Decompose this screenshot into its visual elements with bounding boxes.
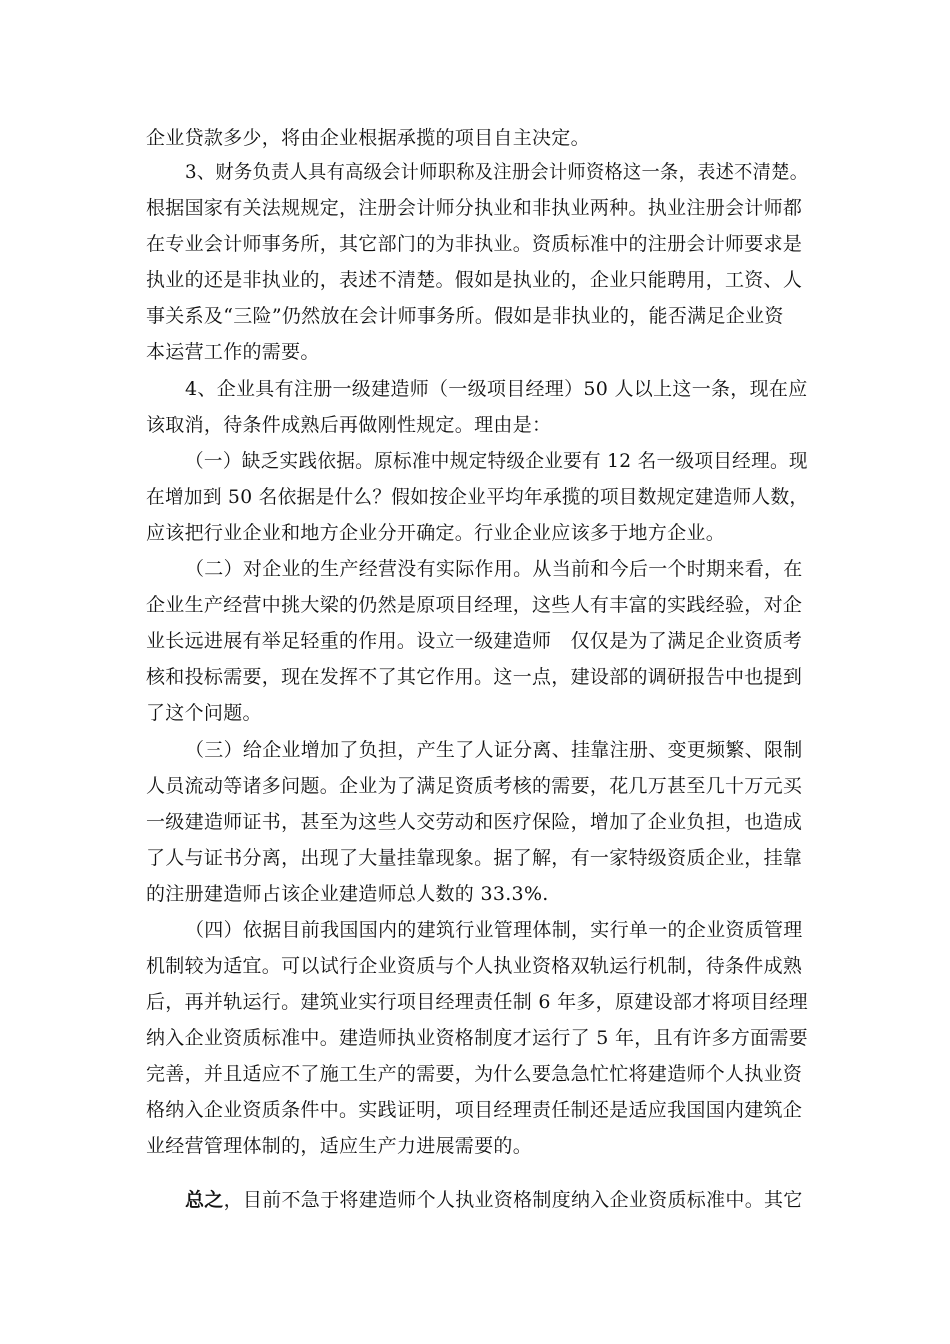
text-line: 了人与证书分离，出现了大量挂靠现象。据了解，有一家特级资质企业，挂靠: [146, 847, 803, 869]
conclusion-line: [185, 1188, 803, 1212]
text-line: 事关系及“三险”仍然放在会计师事务所。假如是非执业的，能否满足企业资: [146, 305, 784, 327]
text-line: （一）缺乏实践依据。原标准中规定特级企业要有 12 名一级项目经理。现: [185, 450, 808, 472]
text-line: 格纳入企业资质条件中。实践证明，项目经理责任制还是适应我国国内建筑企: [146, 1099, 803, 1121]
text-line: 该取消，待条件成熟后再做刚性规定。理由是：: [146, 414, 552, 436]
text-line: 应该把行业企业和地方企业分开确定。行业企业应该多于地方企业。: [146, 522, 726, 544]
text-line: （二）对企业的生产经营没有实际作用。从当前和今后一个时期来看，在: [185, 558, 803, 580]
text-line: 一级建造师证书，甚至为这些人交劳动和医疗保险，增加了企业负担，也造成: [146, 811, 803, 833]
text-line: 核和投标需要，现在发挥不了其它作用。这一点，建设部的调研报告中也提到: [146, 666, 803, 688]
conclusion-text: ，目前不急于将建造师个人执业资格制度纳入企业资质标准中。其它: [223, 1189, 803, 1211]
text-line: 机制较为适宜。可以试行企业资质与个人执业资格双轨运行机制，待条件成熟: [146, 955, 803, 977]
text-line: 企业贷款多少，将由企业根据承揽的项目自主决定。: [146, 127, 590, 149]
text-line: 根据国家有关法规规定，注册会计师分执业和非执业两种。执业注册会计师都: [146, 197, 803, 219]
text-line: 在专业会计师事务所，其它部门的为非执业。资质标准中的注册会计师要求是: [146, 233, 803, 255]
text-line: 人员流动等诸多问题。企业为了满足资质考核的需要，花几万甚至几十万元买: [146, 775, 803, 797]
text-line: 完善，并且适应不了施工生产的需要，为什么要急急忙忙将建造师个人执业资: [146, 1063, 803, 1085]
text-line: 后，再并轨运行。建筑业实行项目经理责任制 6 年多，原建设部才将项目经理: [146, 991, 808, 1013]
text-line: 的注册建造师占该企业建造师总人数的 33.3%.: [146, 883, 549, 905]
text-line: 执业的还是非执业的，表述不清楚。假如是执业的，企业只能聘用，工资、人: [146, 269, 803, 291]
text-line: 纳入企业资质标准中。建造师执业资格制度才运行了 5 年，且有许多方面需要: [146, 1027, 808, 1049]
text-line: 本运营工作的需要。: [146, 341, 320, 363]
text-line: （四）依据目前我国国内的建筑行业管理体制，实行单一的企业资质管理: [185, 919, 803, 941]
text-line: 3、财务负责人具有高级会计师职称及注册会计师资格这一条，表述不清楚。: [185, 161, 809, 183]
conclusion-lead: 总之: [185, 1189, 224, 1211]
text-line: （三）给企业增加了负担，产生了人证分离、挂靠注册、变更频繁、限制: [185, 739, 803, 761]
text-line: 4、企业具有注册一级建造师（一级项目经理）50 人以上这一条，现在应: [185, 378, 808, 400]
text-line: 企业生产经营中挑大梁的仍然是原项目经理，这些人有丰富的实践经验，对企: [146, 594, 803, 616]
text-line: 了这个问题。: [146, 702, 262, 724]
text-line: 业长远进展有举足轻重的作用。设立一级建造师 仅仅是为了满足企业资质考: [146, 630, 803, 652]
text-line: 业经营管理体制的，适应生产力进展需要的。: [146, 1135, 533, 1157]
text-line: 在增加到 50 名依据是什么？假如按企业平均年承揽的项目数规定建造师人数，: [146, 486, 809, 508]
